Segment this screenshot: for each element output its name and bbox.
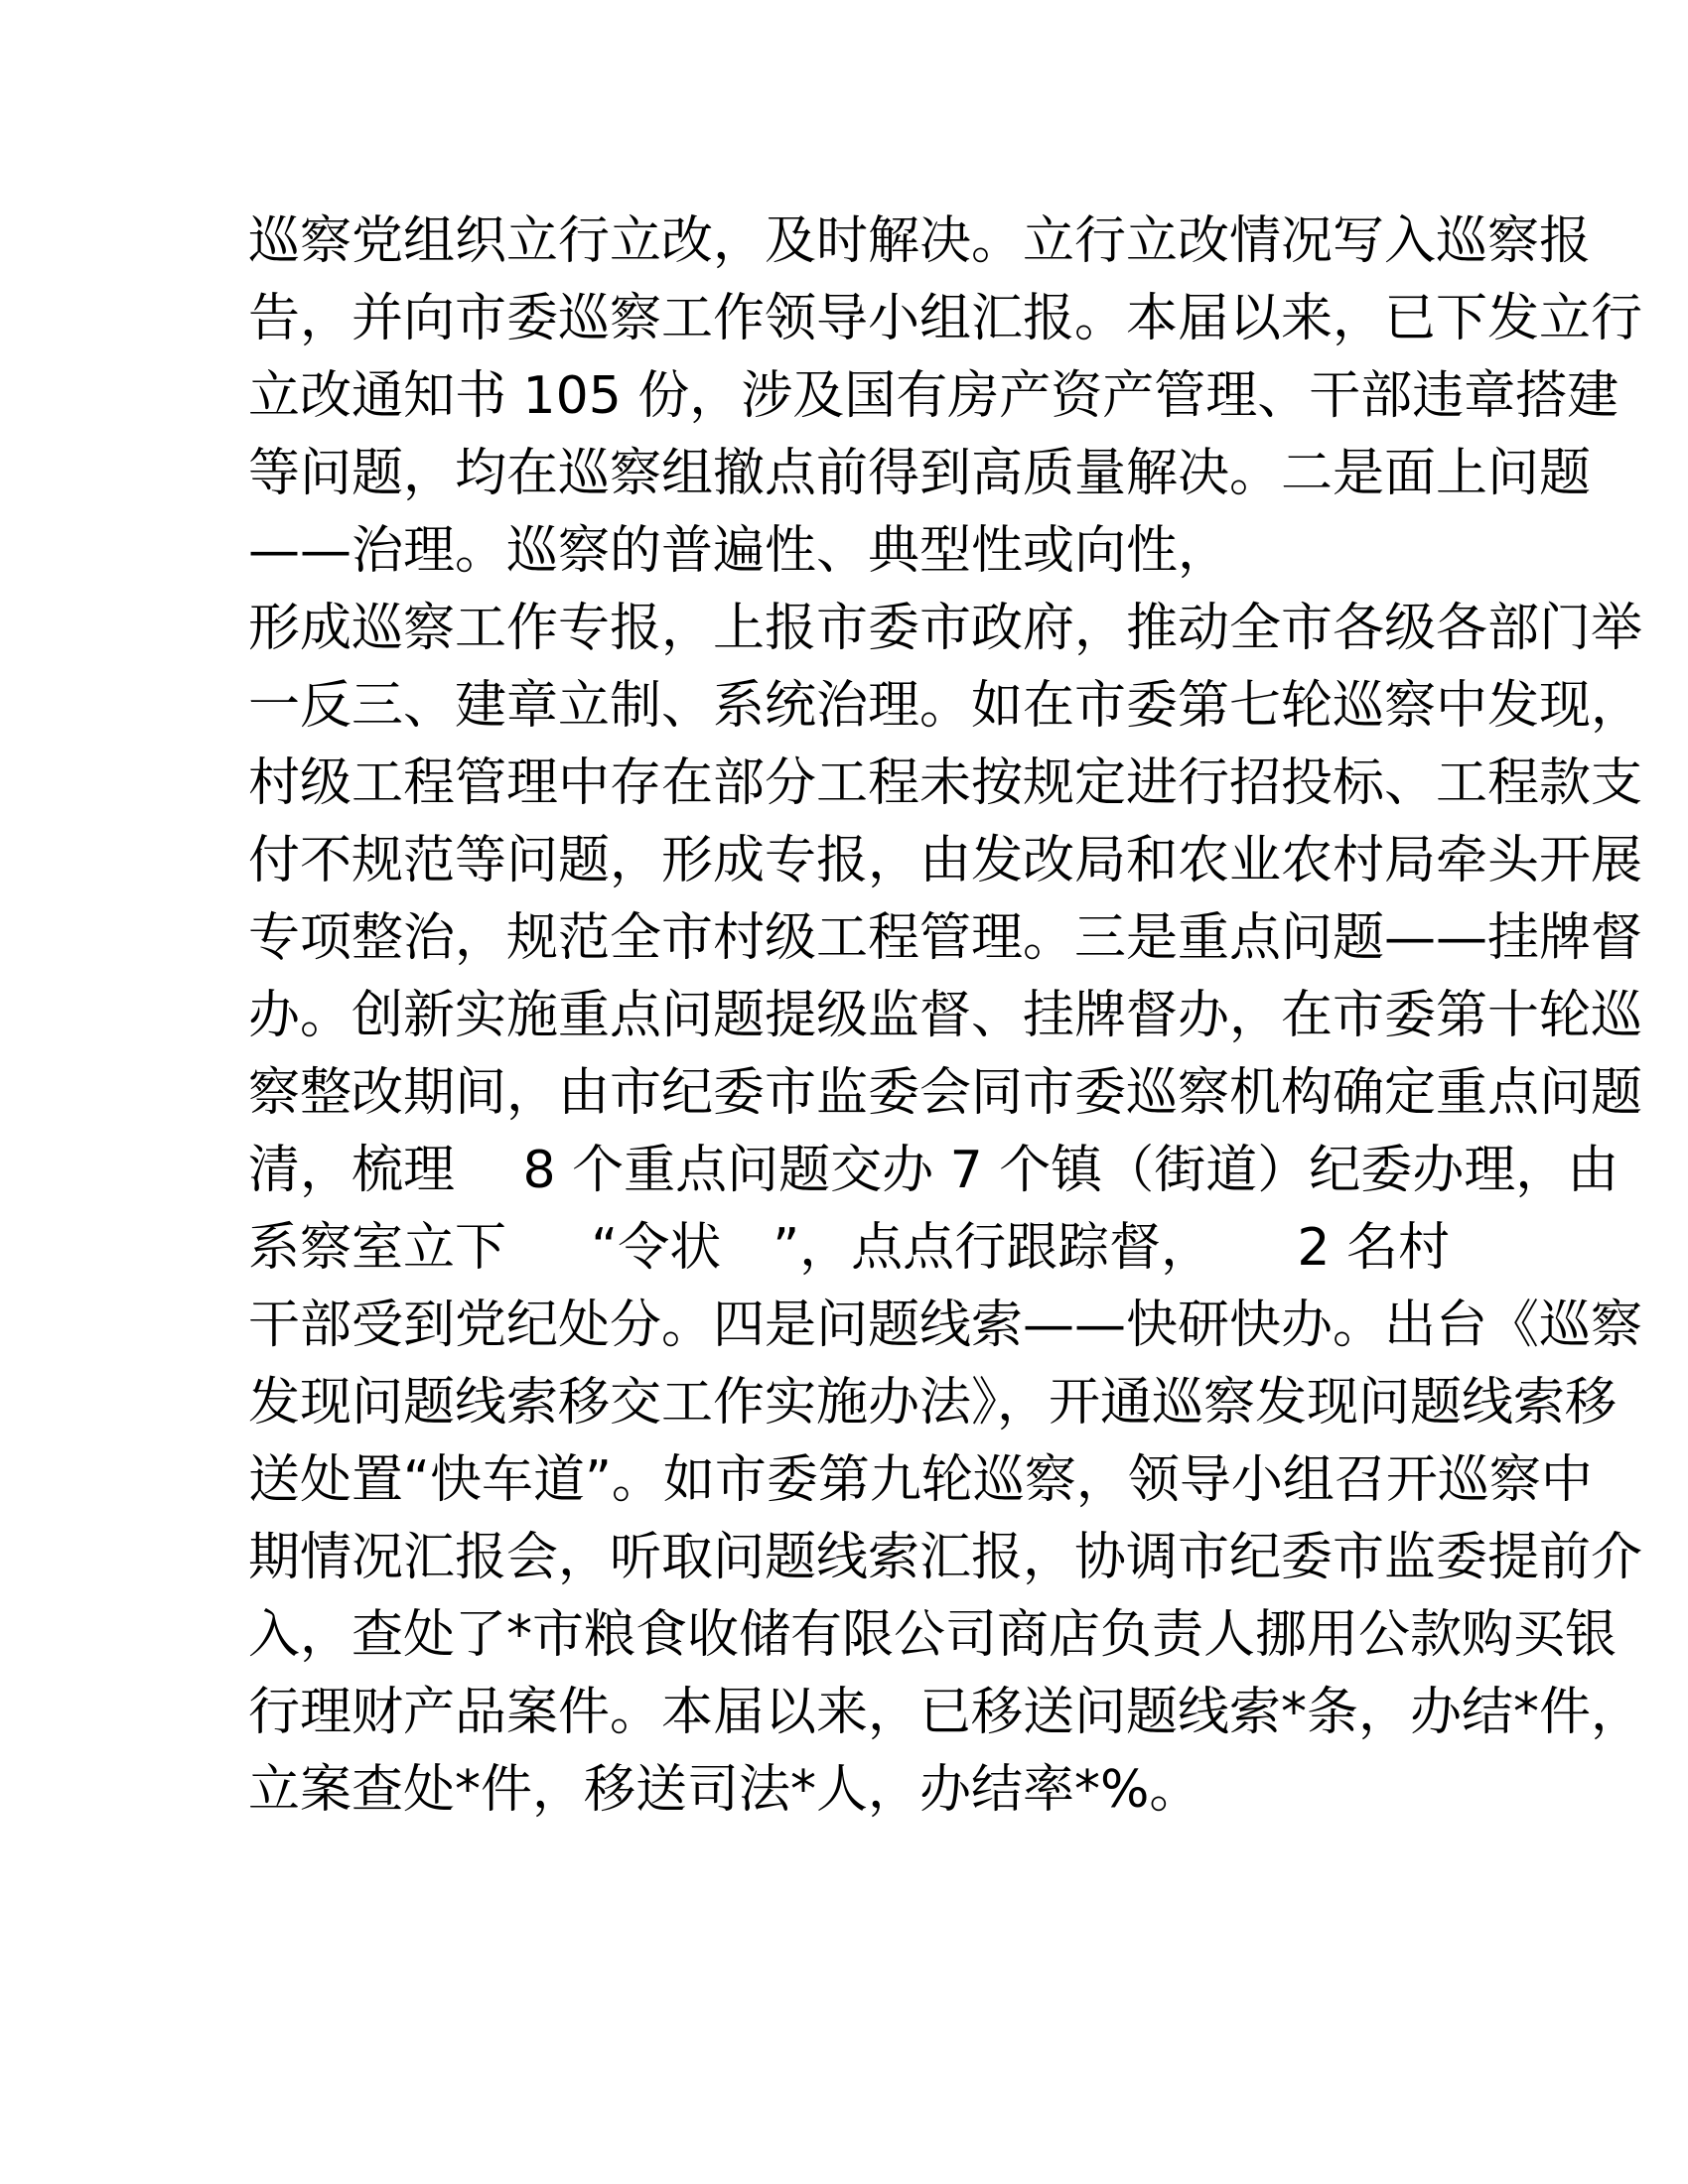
text-line-1: 巡察党组织立行立改，及时解决。立行立改情况写入巡察报	[248, 211, 1592, 271]
text-line-13: 清，梳理 8 个重点问题交办 7 个镇（街道）纪委办理，由	[248, 1141, 1619, 1200]
text-line-7: 一反三、建章立制、系统治理。如在市委第七轮巡察中发现，	[248, 676, 1643, 736]
text-line-14-part-3: 2 名村	[1297, 1218, 1450, 1278]
text-line-15: 干部受到党纪处分。四是问题线索——快研快办。出台《巡察	[248, 1296, 1643, 1355]
text-line-16: 发现问题线索移交工作实施办法》，开通巡察发现问题线索移	[248, 1373, 1618, 1433]
text-line-4: 等问题，均在巡察组撤点前得到高质量解决。二是面上问题	[248, 444, 1592, 503]
text-line-12: 察整改期间，由市纪委市监委会同市委巡察机构确定重点问题	[248, 1063, 1643, 1123]
document-body	[248, 203, 1643, 1829]
text-line-14	[248, 1209, 1450, 1287]
text-line-20: 行理财产品案件。本届以来，已移送问题线索*条，办结*件，	[248, 1683, 1643, 1742]
text-line-9: 付不规范等问题，形成专报，由发改局和农业农村局牵头开展	[248, 831, 1643, 890]
text-line-8: 村级工程管理中存在部分工程未按规定进行招投标、工程款支	[248, 753, 1643, 813]
text-line-3: 立改通知书 105 份，涉及国有房产资产管理、干部违章搭建	[248, 366, 1619, 426]
text-line-5: ——治理。巡察的普遍性、典型性或向性，	[248, 521, 1230, 581]
text-line-18: 期情况汇报会，听取问题线索汇报，协调市纪委市监委提前介	[248, 1528, 1643, 1587]
text-line-14-part-1: 系察室立下	[248, 1218, 507, 1278]
text-line-17: 送处置“快车道”。如市委第九轮巡察，领导小组召开巡察中	[248, 1450, 1593, 1510]
text-line-2: 告，并向市委巡察工作领导小组汇报。本届以来，已下发立行	[248, 289, 1643, 348]
text-line-11: 办。创新实施重点问题提级监督、挂牌督办，在市委第十轮巡	[248, 986, 1643, 1045]
text-line-10: 专项整治，规范全市村级工程管理。三是重点问题——挂牌督	[248, 908, 1643, 968]
text-line-19: 入，查处了*市粮食收储有限公司商店负责人挪用公款购买银	[248, 1605, 1618, 1665]
text-line-6: 形成巡察工作专报，上报市委市政府，推动全市各级各部门举	[248, 599, 1643, 658]
text-line-14-part-2: “令状 ”，点点行跟踪督，	[591, 1218, 1213, 1278]
text-line-21: 立案查处*件，移送司法*人，办结率*%。	[248, 1760, 1201, 1820]
